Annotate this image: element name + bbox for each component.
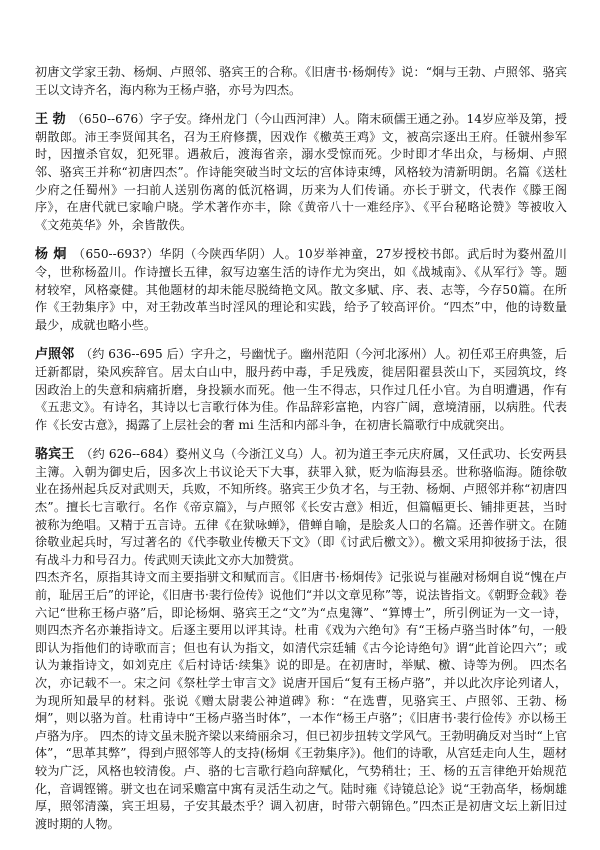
document-page bbox=[35, 64, 567, 833]
entry-luo-binwang bbox=[35, 446, 567, 569]
entry-dates: （约 636--695 后） bbox=[80, 347, 191, 362]
entry-dates: （650--676） bbox=[71, 112, 151, 127]
discussion-paragraph: 四杰齐名，原指其诗文而主要指骈文和赋而言。《旧唐书·杨炯传》记张说与崔融对杨炯自说“愧在卢前，耻居王后”的评论，《旧唐书·裴行俭传》说他们“并以文章见称”等，说法皆指文。《朝野佥载》卷六记“世称王杨卢骆”后，即论杨炯、骆宾王之“文”为“点鬼簿”、“算博士”，所引例证为一文一诗，则四杰齐名亦兼指诗文。后逐主要用以评其诗。杜甫《戏为六绝句》有“王杨卢骆当时体”句，一般即认为指他们的诗歌而言；但也有认为指文，如清代宗廷辅《古今论诗绝句》谓“此首论四六”；或认为兼指诗文，如刘克庄《后村诗话·续集》说的即是。在初唐时，举赋、檄、诗等为例。 四杰名次，亦记载不一。宋之问《祭杜学士审言文》说唐开国后“复有王杨卢骆”，并以此次序论列诸人，为现所知最早的材料。张说《赠太尉裴公神道碑》称：“在选曹，见骆宾王、卢照邻、王勃、杨炯”，则以骆为首。杜甫诗中“王杨卢骆当时体”，一本作“杨王卢骆”；《旧唐书·裴行俭传》亦以杨王卢骆为序。 四杰的诗文虽未脱齐梁以来绮丽余习，但已初步扭转文学风气。王勃明确反对当时“上官体”，“思革其弊”，得到卢照邻等人的支持(杨炯《王勃集序》)。他们的诗歌，从宫廷走向人生，题材较为广泛，风格也较清俊。卢、骆的七言歌行趋向辞赋化，气势稍壮；王、杨的五言律绝开始规范化，音调铿锵。骈文也在词采赡富中寓有灵活生动之气。陆时雍《诗镜总论》说“王勃高华，杨炯雄厚，照邻清藻，宾王坦易，子安其最杰乎？调入初唐，时带六朝锦色。”四杰正是初唐文坛上新旧过渡时期的人物。 bbox=[35, 570, 567, 831]
entry-yang-jiong bbox=[35, 246, 567, 334]
entry-text: 婺州义乌（今浙江义乌）人。初为道王李元庆府属，又任武功、长安两县主簿。入朝为御史后，因多次上书议论天下大事，获罪入狱，贬为临海县丞。世称骆临海。随徐敬业在扬州起兵反对武则天，兵败，不知所终。骆宾王少负才名，与王勃、杨炯、卢照邻并称“初唐四杰”。擅长七言歌行。名作《帝京篇》，与卢照邻《长安古意》相近，但篇幅更长、铺排更甚，当时被称为绝唱。又精于五言诗。五律《在狱咏蝉》，借蝉自喻，是脍炙人口的名篇。还善作骈文。在随徐敬业起兵时，写过著名的《代李敬业传檄天下文》（即《讨武后檄文》）。檄文采用抑彼扬于法，很有战斗力和号召力。传武则天读此文亦大加赞赏。 bbox=[35, 447, 567, 567]
entry-name: 杨 炯 bbox=[35, 247, 67, 263]
entry-wang-bo bbox=[35, 111, 567, 234]
entry-name: 骆宾王 bbox=[35, 447, 75, 463]
entry-name: 卢照邻 bbox=[35, 347, 75, 363]
entry-text: 华阴（今陕西华阴）人。10岁举神童，27岁授校书郎。武后时为婺州盈川令，世称杨盈川。作诗擅长五律，叙写边塞生活的诗作尤为突出，如《战城南》、《从军行》等。题材较窄，风格豪健。其他题材的却未能尽脱绮艳文风。散文多赋、序、表、志等，今存50篇。在所作《王勃集序》中，对王勃改革当时淫风的理论和实践，给予了较高评价。“四杰”中，他的诗数量最少，成就也略小些。 bbox=[35, 247, 568, 332]
intro-paragraph: 初唐文学家王勃、杨炯、卢照邻、骆宾王的合称。《旧唐书·杨炯传》说：“炯与王勃、卢照邻、骆宾王以文诗齐名，海内称为王杨卢骆，亦号为四杰。 bbox=[35, 65, 567, 97]
entry-dates: （650--693?） bbox=[72, 247, 160, 262]
entry-lu-zhaolin bbox=[35, 346, 567, 434]
entry-text: 字子安。绛州龙门（今山西河津）人。隋末硕儒王通之孙。14岁应举及第，授朝散郎。沛王李贤闻其名，召为王府修撰，因戏作《檄英王鸡》文，被高宗逐出王府。任虢州参军时，因擅杀官奴，犯死罪。遇赦后，渡海省亲，溺水受惊而死。少时即才华出众，与杨炯、卢照邻、骆宾王并称“初唐四杰”。作诗能突破当时文坛的宫体诗束缚，风格较为清新明朗。名篇《送杜少府之任蜀州》一扫前人送别伤离的低沉格调，历来为人们传诵。亦长于骈文，代表作《滕王阁序》，在唐代就已家喻户晓。学术著作亦丰，除《黄帝八十一难经序》、《平台秘略论赞》等被收入《文苑英华》外，余皆散佚。 bbox=[35, 112, 567, 232]
entry-text: 字升之，号幽忧子。幽州范阳（今河北涿州）人。初任邓王府典签，后迁新都尉，染风疾辞官。居太白山中，服丹药中毒，手足残废，徙居阳翟县茨山下，买园筑坟，终因政治上的失意和病痛折磨，身投颍水而死。他一生不得志，只作过几任小官。为自明遭遇，作有《五悲文》。有诗名，其诗以七言歌行体为佳。作品辞彩富艳，内容广阔，意境清丽，以病胜。代表作《长安古意》，揭露了上层社会的奢 mi 生活和内部斗争，在初唐长篇歌行中成就突出。 bbox=[35, 347, 567, 432]
entry-dates: （约 626--684） bbox=[80, 447, 176, 462]
entry-name: 王 勃 bbox=[35, 112, 66, 128]
